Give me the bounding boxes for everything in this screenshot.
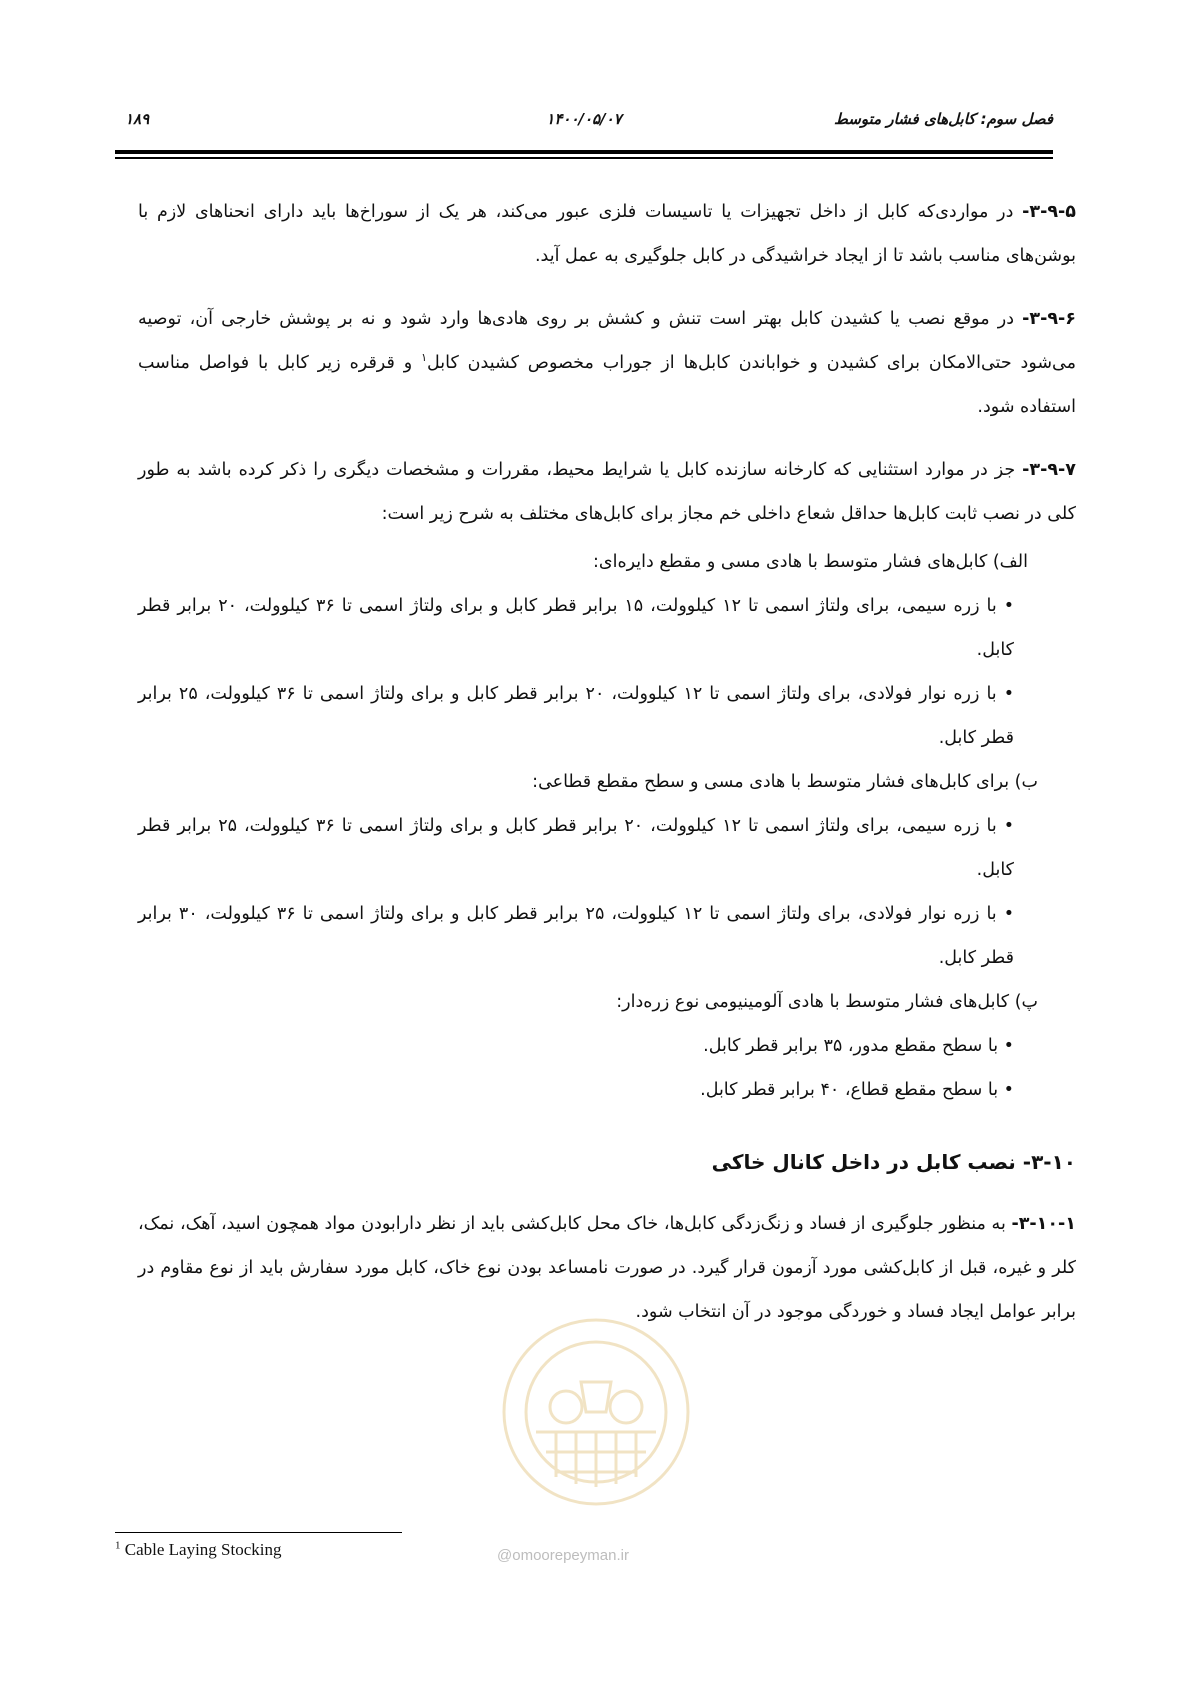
page-number: ۱۸۹ (125, 110, 150, 128)
watermark-url: @omoorepeyman.ir (497, 1547, 629, 1564)
footnote-reference[interactable]: ۱ (421, 351, 427, 365)
body-content (138, 190, 1076, 1353)
bullet-glyph: • (1003, 1080, 1014, 1100)
list-item-text: با سطح مقطع قطاع، ۴۰ برابر قطر کابل. (700, 1080, 999, 1100)
section-number: ۳-۱۰-۱- (1011, 1214, 1076, 1234)
watermark-seal-icon (496, 1312, 696, 1512)
paragraph-text: در موقع نصب یا کشیدن کابل بهتر است تنش و کشش بر روی هادی‌ها وارد شود و نه بر پوشش خارجی آن، توصیه می‌شود حتی‌الامکان برای کشیدن و خواباندن کابل‌ها از جوراب مخصوص کشیدن کابل (138, 309, 1076, 373)
list-item (138, 892, 1076, 980)
list-item-text: با زره سیمی، برای ولتاژ اسمی تا ۱۲ کیلوولت، ۱۵ برابر قطر کابل و برای ولتاژ اسمی تا ۳۶ کیلوولت، ۲۰ برابر قطر کابل. (138, 596, 1014, 660)
paragraph-text: جز در موارد استثنایی که کارخانه سازنده کابل یا شرایط محیط، مقررات و مشخصات دیگری را ذکر کرده باشد به طور کلی در نصب ثابت کابل‌ها حداقل شعاع داخلی خم مجاز برای کابل‌های مختلف به شرح زیر است: (138, 460, 1076, 524)
bullet-glyph: • (1003, 816, 1015, 836)
subsection-be-title: ب) برای کابل‌های فشار متوسط با هادی مسی و سطح مقطع قطاعی: (532, 772, 1038, 792)
header-date: ۱۴۰۰/۰۵/۰۷ (546, 110, 622, 128)
header-rule-thick (115, 150, 1053, 154)
footnote-rule (115, 1532, 402, 1533)
list-item (138, 804, 1076, 892)
bullet-glyph: • (1003, 904, 1015, 924)
section-number: ۳-۹-۵- (1022, 202, 1076, 222)
section-number: ۳-۹-۶- (1022, 309, 1076, 329)
list-item-text: با سطح مقطع مدور، ۳۵ برابر قطر کابل. (703, 1036, 999, 1056)
bullet-glyph: • (1003, 596, 1015, 616)
list-item-text: با زره نوار فولادی، برای ولتاژ اسمی تا ۱۲ کیلوولت، ۲۰ برابر قطر کابل و برای ولتاژ اسمی تا ۳۶ کیلوولت، ۲۵ برابر قطر کابل. (138, 684, 1014, 748)
paragraph-text: به منظور جلوگیری از فساد و زنگ‌زدگی کابل‌ها، خاک محل کابل‌کشی باید از نظر دارابودن مواد همچون اسید، آهک، نمک، کلر و غیره، قبل از کابل‌کشی مورد آزمون قرار گیرد. در صورت نامساعد بودن نوع خاک، کابل مورد سفارش باید از نوع مقاوم در برابر عوامل ایجاد فساد و خوردگی موجود در آن انتخاب شود. (138, 1214, 1076, 1322)
page-header (115, 110, 1053, 146)
list-item-text: با زره سیمی، برای ولتاژ اسمی تا ۱۲ کیلوولت، ۲۰ برابر قطر کابل و برای ولتاژ اسمی تا ۳۶ کیلوولت، ۲۵ برابر قطر کابل. (138, 816, 1014, 880)
chapter-title: فصل سوم: کابل‌های فشار متوسط (834, 110, 1053, 128)
bullet-glyph: • (1003, 1036, 1014, 1056)
paragraph-3-9-7 (138, 448, 1076, 536)
footnote-mark: 1 (115, 1539, 121, 1552)
paragraph-3-9-5 (138, 190, 1076, 278)
paragraph-text: در مواردی‌که کابل از داخل تجهیزات یا تاسیسات فلزی عبور می‌کند، هر یک از سوراخ‌ها باید دارای انحناهای لازم با بوشن‌های مناسب باشد تا از ایجاد خراشیدگی در کابل جلوگیری به عمل آید. (138, 202, 1076, 266)
subsection-pe-title: پ) کابل‌های فشار متوسط با هادی آلومینیومی نوع زره‌دار: (616, 992, 1038, 1012)
paragraph-3-9-6 (138, 297, 1076, 429)
list-item (138, 1068, 1076, 1112)
section-heading-3-10: ۳-۱۰- نصب کابل در داخل کانال خاکی (711, 1150, 1076, 1174)
subsection-alef-title: الف) کابل‌های فشار متوسط با هادی مسی و مقطع دایره‌ای: (593, 552, 1028, 572)
header-rule-thin (115, 157, 1053, 159)
footnote-text: Cable Laying Stocking (124, 1540, 282, 1559)
list-item (138, 672, 1076, 760)
list-item (138, 1024, 1076, 1068)
paragraph-text: و قرقره زیر کابل با فواصل مناسب استفاده شود. (138, 353, 1076, 417)
section-number: ۳-۹-۷- (1022, 460, 1076, 480)
footnote (115, 1540, 282, 1560)
list-item-text: با زره نوار فولادی، برای ولتاژ اسمی تا ۱۲ کیلوولت، ۲۵ برابر قطر کابل و برای ولتاژ اسمی تا ۳۶ کیلوولت، ۳۰ برابر قطر کابل. (138, 904, 1014, 968)
bullet-glyph: • (1003, 684, 1015, 704)
list-item (138, 584, 1076, 672)
